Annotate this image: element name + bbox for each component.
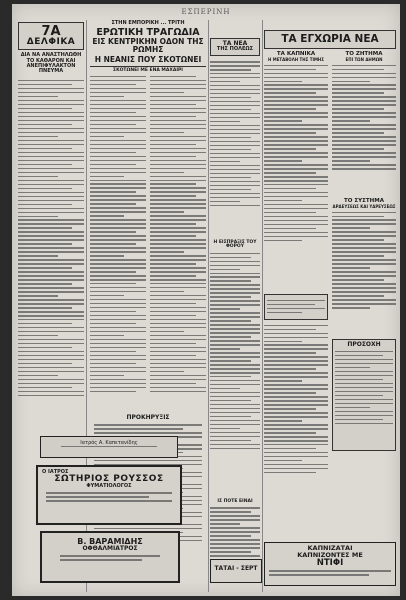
column-divider — [208, 20, 209, 592]
col4-right-head-1: ΤΟ ΖΗΤΗΜΑ — [345, 51, 383, 58]
col2-headline-3: Η ΝΕΑΝΙΣ ΠΟΥ ΣΚΟΤΩΝΕΙ — [90, 56, 206, 67]
doctor-ad-lines — [38, 490, 180, 508]
ntifi-ad-line-2: ΚΑΠΝΙΖΟΝΤΕΣ ΜΕ — [297, 550, 363, 559]
masthead — [12, 4, 400, 20]
delfika-logo — [18, 22, 84, 50]
col2-text-left — [90, 73, 146, 413]
col4-right-text-1 — [332, 62, 396, 197]
doctor-roussos-ad — [36, 465, 182, 525]
eye-ad-specialty: ΟΦΘΑΛΜΙΑΤΡΟΣ — [82, 545, 138, 553]
col4-right-head-2: ΤΟ ΣΥΣΤΗΜΑ — [344, 197, 384, 204]
col3-text-1 — [210, 59, 260, 239]
col4-right — [332, 52, 396, 512]
col4-left-text-2 — [264, 322, 328, 512]
newspaper-page — [12, 4, 400, 596]
ophthalmologist-ad — [40, 531, 180, 583]
col3-title-1: ΤΑ ΝΕΑ — [222, 40, 248, 47]
egxoria-nea-banner: ΤΑ ΕΓΧΩΡΙΑ ΝΕΑ — [264, 30, 396, 49]
eye-ad-name: Β. ΒΑΡΑΜΙΔΗΣ — [77, 537, 143, 546]
logo-word: ΔΕΛΦΙΚΑ — [26, 37, 76, 47]
col2-headline-1: ΕΡΩΤΙΚΗ ΤΡΑΓΩΔΙΑ — [96, 27, 200, 38]
tatai-ad — [210, 559, 262, 583]
doctor-ad-top: Ο ΙΑΤΡΟΣ — [42, 469, 69, 475]
column-4 — [264, 20, 396, 592]
eye-ad-lines — [42, 553, 178, 567]
logo-number: 7Α — [41, 24, 61, 39]
small-ad-text: Ιατρός Α. Καπετανίδης — [80, 440, 138, 446]
ntifi-ad-line-3: ΝΤΙΦΙ — [316, 557, 344, 568]
small-ad-lines — [41, 446, 177, 454]
ntifi-ad-line-1: ΚΑΠΝΙΖΑΤΑΙ — [307, 544, 353, 552]
col1-headline: ΔΙΑ ΝΑ ΑΝΑΣΤΗΛΩΘΗ ΤΟ ΚΑΘΑΡΟΝ ΚΑΙ ΑΝΕΠΙΦΥΛΑΚΤΟΝ ΠΝΕΥΜΑ — [20, 52, 82, 75]
col3-bottom-head: ΙΣ ΠΟΤΕ ΕΙΝΑΙ — [217, 498, 253, 504]
col2-bottom-head: ΠΡΟΚΗΡΥΞΙΣ — [126, 414, 170, 422]
doctor-ad-name: ΣΩΤΗΡΙΟΣ ΡΟΥΣΣΟΣ — [54, 474, 164, 484]
prosoxi-box — [332, 339, 396, 451]
col2-subhead: ΣΚΟΤΩΝΕΙ ΜΕ ΕΝΑ ΜΑΧΑΙΡΙ — [113, 67, 183, 73]
prosoxi-title: ΠΡΟΣΟΧΗ — [347, 340, 381, 348]
col4-left-notice-box — [264, 294, 328, 320]
doctor-small-ad — [40, 436, 178, 458]
col4-left-sub: Η ΜΕΤΑΒΟΛΗ ΤΗΣ ΤΙΜΗΣ — [267, 56, 325, 62]
col2-text-right — [150, 73, 206, 413]
col4-body — [264, 52, 396, 512]
tatai-ad-text: ΤΑΤΑΙ - ΣΕΡΤ — [214, 565, 258, 572]
col2-kicker: ΣΤΗΝ ΕΜΠΟΡΙΚΗ ... ΤΡΙΤΗ — [111, 20, 185, 26]
col4-right-text-2 — [332, 209, 396, 339]
ntifi-ad — [264, 542, 396, 586]
col2-body — [90, 73, 206, 413]
col4-left-head: ΤΑ ΚΑΠΝΙΚΑ — [276, 51, 316, 58]
col3-title-2: ΤΗΣ ΠΟΛΕΩΣ — [216, 46, 254, 53]
col4-left-text — [264, 62, 328, 292]
ntifi-ad-lines — [265, 568, 395, 578]
prosoxi-text — [335, 348, 393, 448]
col4-right-sub-2: ΑΡΔΕΥΣΕΩΣ ΚΑΙ ΥΔΡΕΥΣΕΩΣ — [332, 203, 396, 209]
column-divider — [262, 20, 263, 592]
column-3 — [210, 20, 260, 592]
col2-headline-2: ΕΙΣ ΚΕΝΤΡΙΚΗΝ ΟΔΟΝ ΤΗΣ ΡΩΜΗΣ — [92, 36, 204, 54]
col1-body-text — [18, 77, 84, 407]
col4-notice-text — [265, 295, 327, 319]
col3-text-2 — [210, 250, 260, 500]
col3-title-box — [210, 38, 260, 56]
col3-mid-head: Η ΕΙΣΠΡΑΞΙΣ ΤΟΥ ΦΟΡΟΥ — [213, 239, 257, 250]
col4-left — [264, 52, 328, 512]
doctor-ad-specialty: ΦΥΜΑΤΙΟΛΟΓΟΣ — [86, 483, 132, 490]
col4-right-sub-1: ΕΠΙ ΤΩΝ ΔΗΜΩΝ — [345, 56, 383, 62]
masthead-label: ΕΣΠΕΡΙΝΗ — [181, 8, 231, 16]
